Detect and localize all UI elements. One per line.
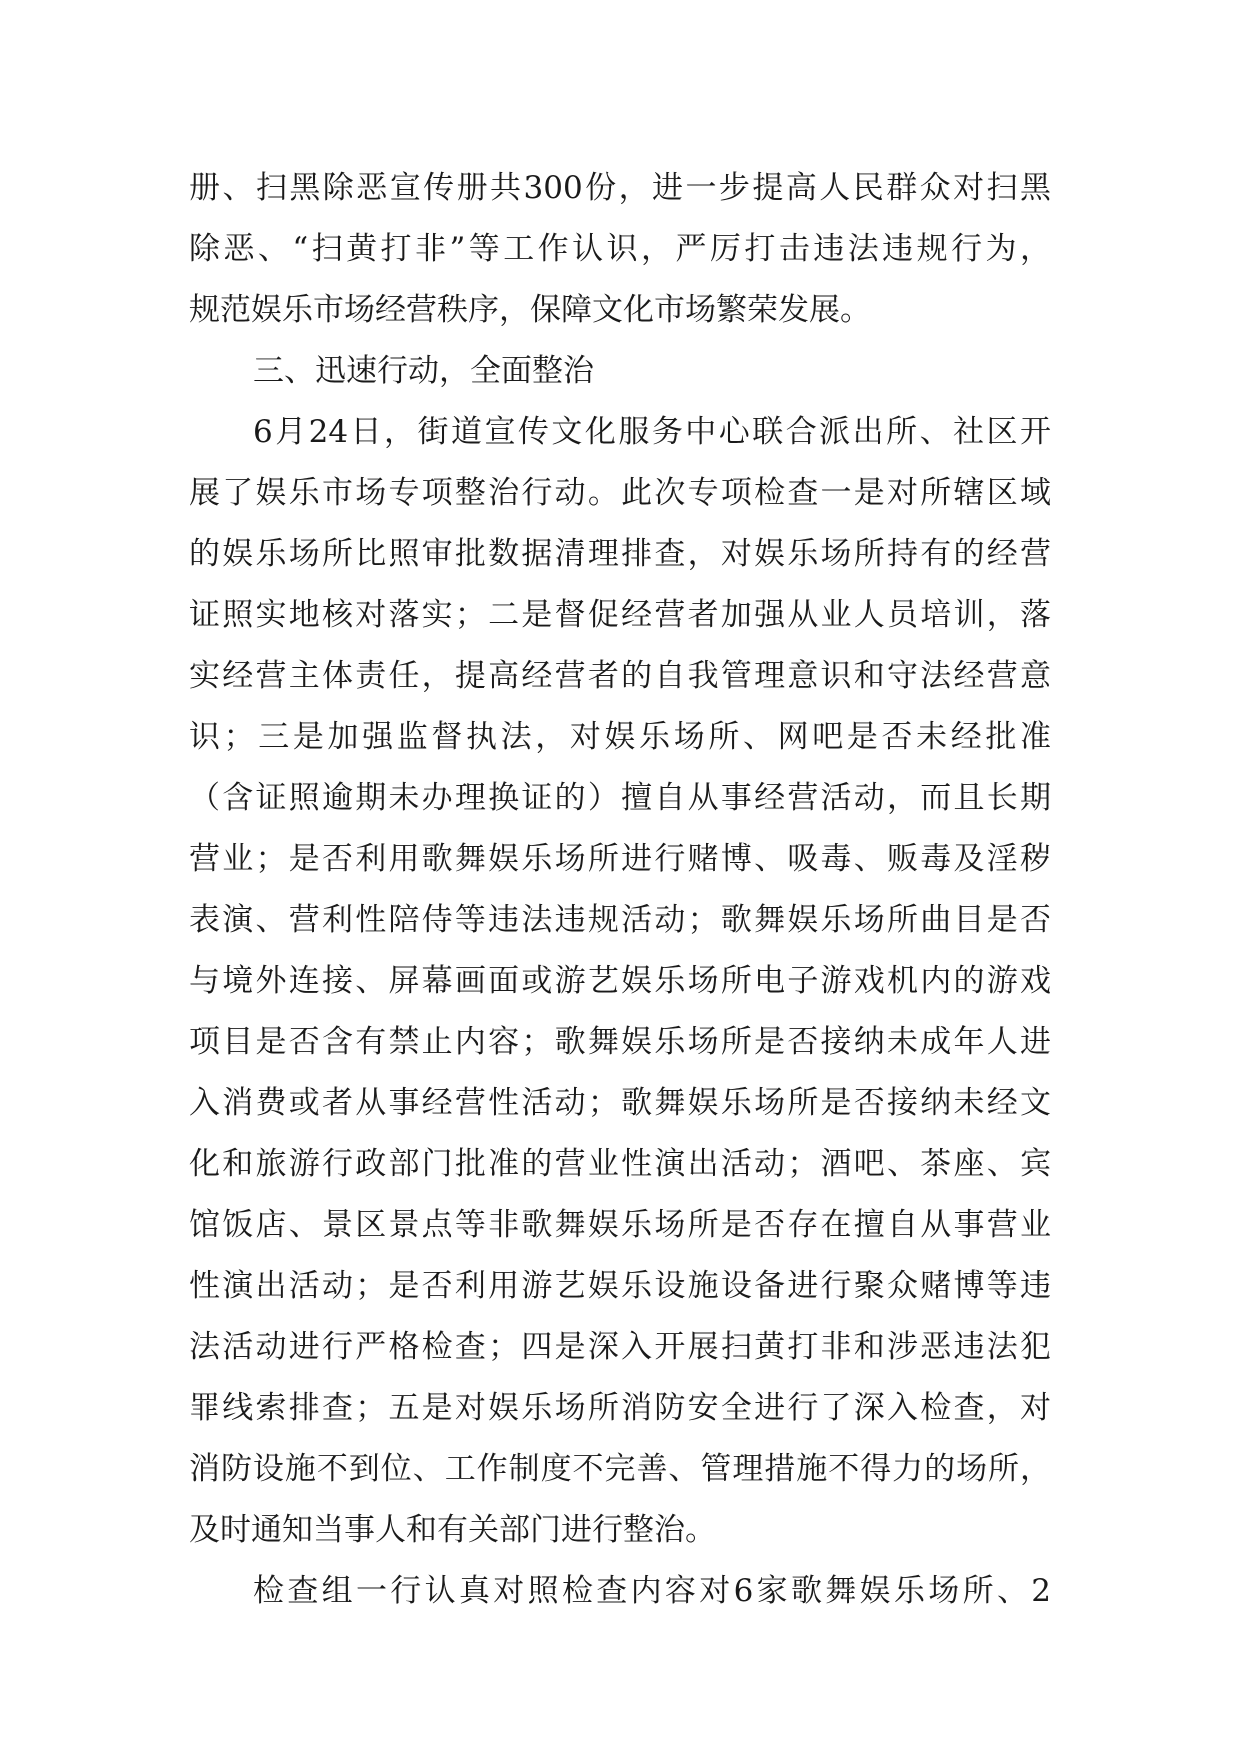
text-line-6: 展了娱乐市场专项整治行动。此次专项检查一是对所辖区域 [189, 475, 1051, 511]
text-line-8: 证照实地核对落实；二是督促经营者加强从业人员培训，落 [189, 597, 1051, 633]
text-line-19: 性演出活动；是否利用游艺娱乐设施设备进行聚众赌博等违 [189, 1268, 1051, 1304]
text-line-21: 罪线索排查；五是对娱乐场所消防安全进行了深入检查，对 [189, 1390, 1051, 1426]
text-line-17: 化和旅游行政部门批准的营业性演出活动；酒吧、茶座、宾 [189, 1146, 1051, 1182]
section-heading: 三、迅速行动，全面整治 [253, 353, 594, 389]
text-line-15: 项目是否含有禁止内容；歌舞娱乐场所是否接纳未成年人进 [189, 1024, 1051, 1060]
text-line-10: 识；三是加强监督执法，对娱乐场所、网吧是否未经批准 [189, 719, 1051, 755]
text-line-24: 检查组一行认真对照检查内容对6家歌舞娱乐场所、2 [253, 1573, 1051, 1609]
text-line-9: 实经营主体责任，提高经营者的自我管理意识和守法经营意 [189, 658, 1051, 694]
text-line-12: 营业；是否利用歌舞娱乐场所进行赌博、吸毒、贩毒及淫秽 [189, 841, 1051, 877]
text-line-13: 表演、营利性陪侍等违法违规活动；歌舞娱乐场所曲目是否 [189, 902, 1051, 938]
text-line-23: 及时通知当事人和有关部门进行整治。 [189, 1512, 716, 1548]
text-line-20: 法活动进行严格检查；四是深入开展扫黄打非和涉恶违法犯 [189, 1329, 1051, 1365]
text-line-16: 入消费或者从事经营性活动；歌舞娱乐场所是否接纳未经文 [189, 1085, 1051, 1121]
text-line-3: 规范娱乐市场经营秩序，保障文化市场繁荣发展。 [189, 292, 871, 328]
text-line-14: 与境外连接、屏幕画面或游艺娱乐场所电子游戏机内的游戏 [189, 963, 1051, 999]
text-line-22: 消防设施不到位、工作制度不完善、管理措施不得力的场所， [189, 1451, 1051, 1487]
text-line-7: 的娱乐场所比照审批数据清理排查，对娱乐场所持有的经营 [189, 536, 1051, 572]
text-line-2: 除恶、“扫黄打非”等工作认识，严厉打击违法违规行为， [189, 231, 1051, 267]
text-line-18: 馆饭店、景区景点等非歌舞娱乐场所是否存在擅自从事营业 [189, 1207, 1051, 1243]
text-line-5: 6月24日，街道宣传文化服务中心联合派出所、社区开 [253, 414, 1051, 450]
text-line-11: （含证照逾期未办理换证的）擅自从事经营活动，而且长期 [189, 780, 1051, 816]
text-line-1: 册、扫黑除恶宣传册共300份，进一步提高人民群众对扫黑 [189, 170, 1051, 206]
